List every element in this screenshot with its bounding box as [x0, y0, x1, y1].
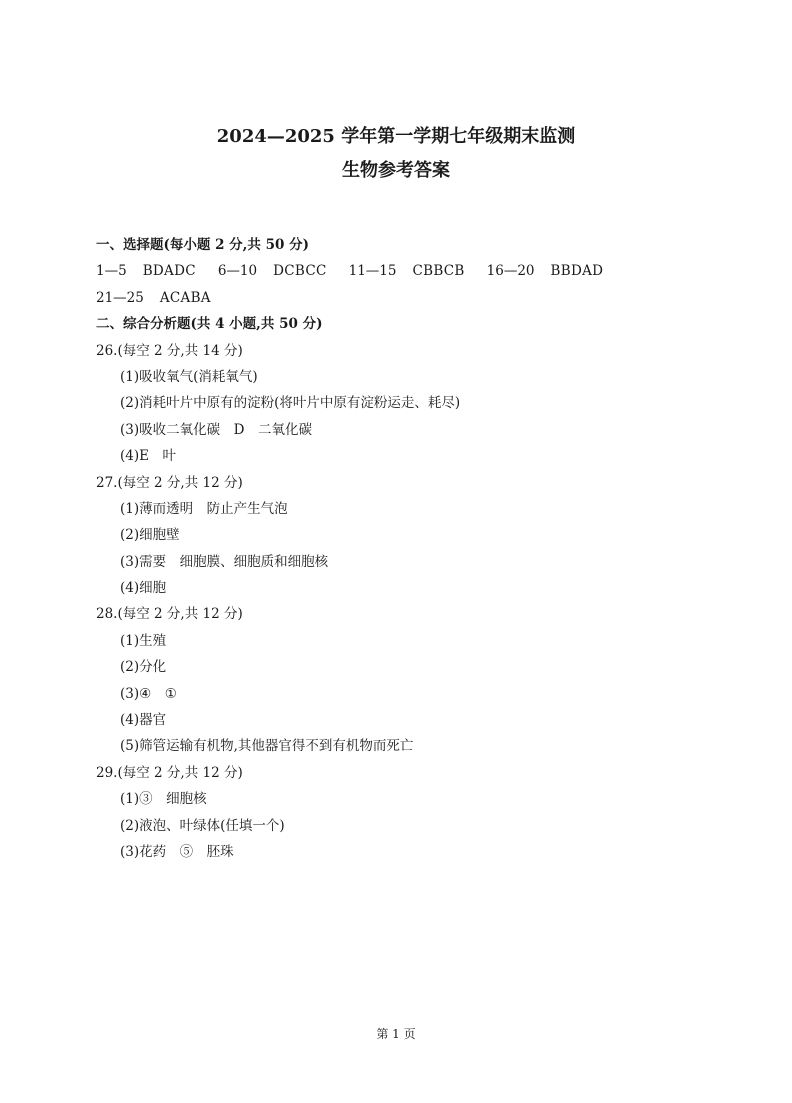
- answer-range: 1—5: [96, 263, 127, 280]
- answer-letters: CBBCB: [412, 263, 465, 280]
- question-header: 28.(每空 2 分,共 12 分): [96, 606, 243, 623]
- answer-range: 11—15: [348, 263, 397, 280]
- answer-item: (2)液泡、叶绿体(任填一个): [120, 817, 285, 834]
- choice-answer-row: [96, 285, 736, 311]
- answer-item: (2)细胞壁: [120, 527, 180, 544]
- answer-item: (5)筛管运输有机物,其他器官得不到有机物而死亡: [120, 738, 414, 755]
- answer-item: (3)花药 ⑤ 胚珠: [120, 843, 234, 860]
- answer-letters: DCBCC: [273, 263, 327, 280]
- question-header: 27.(每空 2 分,共 12 分): [96, 474, 243, 491]
- answer-item: (3)吸收二氧化碳 D 二氧化碳: [120, 421, 312, 438]
- answer-item: (1)薄而透明 防止产生气泡: [120, 500, 288, 517]
- document-title: 2024—2025 学年第一学期七年级期末监测: [216, 126, 576, 147]
- document-subtitle: 生物参考答案: [342, 160, 450, 181]
- answer-range: 21—25: [96, 289, 144, 306]
- answer-item: (4)E 叶: [120, 448, 176, 465]
- answer-item: (1)生殖: [120, 632, 167, 649]
- answer-item: (3)需要 细胞膜、细胞质和细胞核: [120, 553, 329, 570]
- answer-letters: BDADC: [142, 263, 196, 280]
- answer-body: [96, 232, 736, 865]
- answer-item: (2)分化: [120, 659, 167, 676]
- page-number: 第 1 页: [376, 1027, 416, 1041]
- answer-item: (4)细胞: [120, 580, 167, 597]
- choice-answer-row: [96, 258, 736, 284]
- answer-item: (1)吸收氧气(消耗氧气): [120, 368, 258, 385]
- answer-range: 16—20: [486, 263, 535, 280]
- section-heading-choice: 一、选择题(每小题 2 分,共 50 分): [96, 237, 309, 253]
- answer-letters: BBDAD: [550, 263, 604, 280]
- answer-item: (3)④ ①: [120, 685, 177, 702]
- answer-letters: ACABA: [159, 289, 211, 306]
- answer-item: (1)③ 细胞核: [120, 791, 207, 808]
- answer-range: 6—10: [217, 263, 258, 280]
- question-header: 29.(每空 2 分,共 12 分): [96, 764, 243, 781]
- answer-item: (2)消耗叶片中原有的淀粉(将叶片中原有淀粉运走、耗尽): [120, 395, 461, 412]
- question-header: 26.(每空 2 分,共 14 分): [96, 342, 243, 359]
- section-heading-analysis: 二、综合分析题(共 4 小题,共 50 分): [96, 316, 323, 333]
- answer-item: (4)器官: [120, 712, 167, 729]
